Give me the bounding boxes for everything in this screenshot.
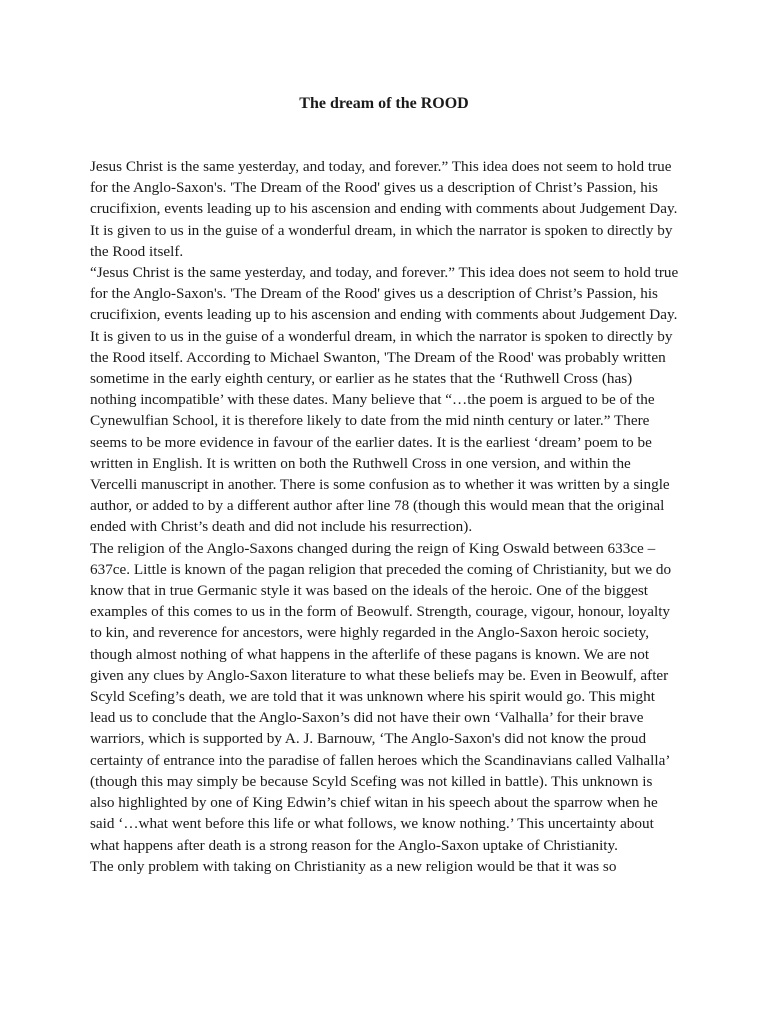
paragraph-4: The only problem with taking on Christianity as a new religion would be that it was so: [90, 857, 617, 875]
document-body: [90, 156, 680, 877]
paragraph-2: “Jesus Christ is the same yesterday, and today, and forever.” This idea does not seem to hold true for the Anglo-Saxon's. 'The Dream of the Rood' gives us a description of Christ’s Passion, his crucifixion, events leading up to his ascension and ending with comments about Judgement Day. It is given to us in the guise of a wonderful dream, in which the narrator is spoken to directly by the Rood itself. According to Michael Swanton, 'The Dream of the Rood' was probably written sometime in the early eighth century, or earlier as he states that the ‘Ruthwell Cross (has) nothing incompatible’ with these dates. Many believe that “…the poem is argued to be of the Cynewulfian School, it is therefore likely to date from the mid ninth century or later.” There seems to be more evidence in favour of the earlier dates. It is the earliest ‘dream’ poem to be written in English. It is written on both the Ruthwell Cross in one version, and within the Vercelli manuscript in another. There is some confusion as to whether it was written by a single author, or added to by a different author after line 78 (though this would mean that the original ended with Christ’s death and did not include his resurrection).: [90, 264, 679, 536]
paragraph-3: The religion of the Anglo-Saxons changed during the reign of King Oswald between 633ce – 637ce. Little is known of the pagan religion that preceded the coming of Christianity, but we do know that in true Germanic style it was based on the ideals of the heroic. One of the biggest examples of this comes to us in the form of Beowulf. Strength, courage, vigour, honour, loyalty to kin, and reverence for ancestors, were highly regarded in the Anglo-Saxon heroic society, though almost nothing of what happens in the afterlife of these pagans is known. We are not given any clues by Anglo-Saxon literature to what these beliefs may be. Even in Beowulf, after Scyld Scefing’s death, we are told that it was unknown where his spirit would go. This might lead us to conclude that the Anglo-Saxon’s did not have their own ‘Valhalla’ for their brave warriors, which is supported by A. J. Barnouw, ‘The Anglo-Saxon's did not know the proud certainty of entrance into the paradise of fallen heroes which the Scandinavians called Valhalla’ (though this may simply be because Scyld Scefing was not killed in battle). This unknown is also highlighted by one of King Edwin’s chief witan in his speech about the sparrow when he said ‘…what went before this life or what follows, we know nothing.’ This uncertainty about what happens after death is a strong reason for the Anglo-Saxon uptake of Christianity.: [90, 539, 672, 854]
document-title: The dream of the ROOD: [299, 95, 469, 112]
paragraph-1: Jesus Christ is the same yesterday, and today, and forever.” This idea does not seem to hold true for the Anglo-Saxon's. 'The Dream of the Rood' gives us a description of Christ’s Passion, his crucifixion, events leading up to his ascension and ending with comments about Judgement Day. It is given to us in the guise of a wonderful dream, in which the narrator is spoken to directly by the Rood itself.: [90, 158, 678, 260]
